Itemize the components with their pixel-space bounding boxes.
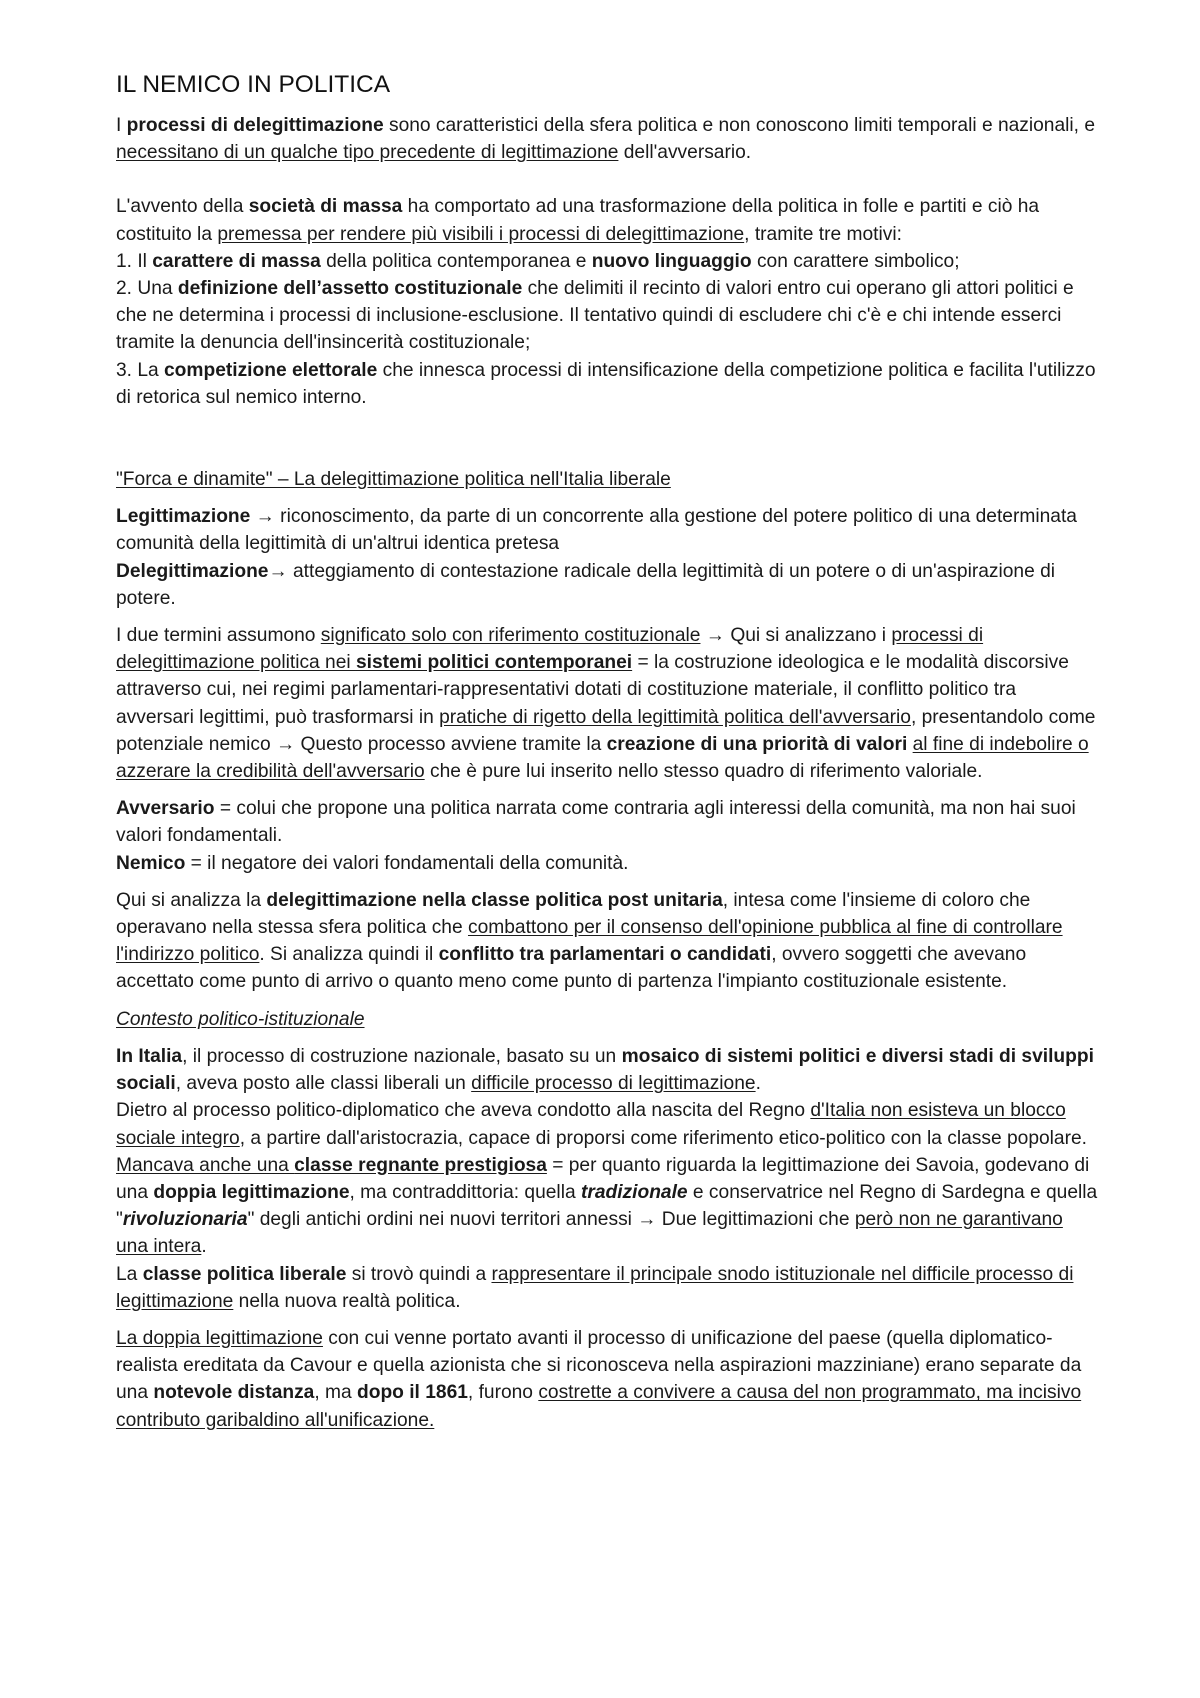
text-run: , aveva posto alle classi liberali un bbox=[175, 1073, 472, 1095]
text-run: Delegittimazione bbox=[116, 560, 269, 582]
text-run: , intesa come l'insieme di coloro che operavano nella stessa sfera politica che bbox=[116, 889, 1031, 939]
text-run: L'avvento della bbox=[116, 196, 249, 218]
text-run: con cui venne portato avanti il processo di unificazione del paese (quella diplomatico-realista ereditata da Cavour e quella azionista che si riconosceva nella aspirazioni mazziniane) erano separate da una bbox=[116, 1327, 1082, 1404]
text-run: sistemi politici contemporanei bbox=[355, 652, 633, 674]
text-run: della politica contemporanea e bbox=[320, 250, 592, 272]
text-run: mosaico di sistemi politici e diversi stadi di sviluppi sociali bbox=[116, 1045, 1094, 1095]
text-run: rivoluzionaria bbox=[122, 1209, 248, 1231]
text-run: , presentandolo come potenziale nemico → Questo processo avviene tramite la bbox=[116, 706, 1096, 755]
text-run: Qui si analizza la bbox=[116, 889, 267, 911]
text-run: → Qui si analizzano i bbox=[700, 625, 892, 647]
definition-avversario bbox=[116, 795, 1098, 849]
text-run: 1. Il bbox=[116, 250, 153, 272]
text-run: nella nuova realtà politica. bbox=[233, 1290, 461, 1312]
paragraph-termini bbox=[116, 622, 1098, 785]
text-run: , furono bbox=[467, 1382, 539, 1404]
text-run: , ma bbox=[314, 1382, 358, 1404]
text-run: , ma contraddittoria: quella bbox=[349, 1181, 581, 1203]
text-run: " degli antichi ordini nei nuovi territori annessi → Due legittimazioni che bbox=[247, 1209, 855, 1231]
text-run: rappresentare il principale snodo istituzionale nel difficile processo di legittimazione bbox=[116, 1263, 1074, 1312]
intro-paragraph bbox=[116, 112, 1098, 166]
paragraph-classe-politica bbox=[116, 887, 1098, 996]
text-run: dopo il 1861 bbox=[357, 1382, 468, 1404]
text-run: classe politica liberale bbox=[142, 1263, 347, 1285]
text-run: e conservatrice nel Regno di Sardegna e quella " bbox=[116, 1181, 1098, 1231]
text-run: carattere di massa bbox=[152, 250, 321, 272]
text-run: . bbox=[755, 1073, 761, 1095]
definition-delegittimazione bbox=[116, 558, 1098, 612]
text-run: = per quanto riguarda la legittimazione dei Savoia, godevano di una bbox=[116, 1154, 1090, 1203]
document-page bbox=[116, 70, 1098, 1434]
text-run: difficile processo di legittimazione bbox=[471, 1073, 756, 1095]
text-run: Mancava anche una bbox=[116, 1154, 295, 1176]
text-run: dell'avversario. bbox=[618, 142, 752, 164]
text-run: , a partire dall'aristocrazia, capace di proporsi come riferimento etico-politico con la classe popolare. bbox=[239, 1127, 1087, 1149]
text-run: La bbox=[116, 1263, 143, 1285]
intro-paragraph-mass-society bbox=[116, 193, 1098, 247]
text-run: doppia legittimazione bbox=[153, 1181, 350, 1203]
text-run: I bbox=[116, 115, 127, 136]
text-run: con carattere simbolico; bbox=[751, 250, 960, 272]
text-run: che innesca processi di intensificazione della competizione politica e facilita l'utilizzo di retorica sul nemico interno. bbox=[116, 359, 1096, 408]
text-run: 3. La bbox=[116, 359, 165, 381]
text-run: tradizionale bbox=[580, 1181, 688, 1203]
text-run: processi di delegittimazione bbox=[126, 115, 384, 136]
text-run: necessitano di un qualche tipo precedente di legittimazione bbox=[116, 142, 619, 164]
text-run: I due termini assumono bbox=[116, 625, 321, 647]
text-run: d'Italia non esisteva un blocco sociale integro bbox=[116, 1100, 1066, 1149]
text-run: significato solo con riferimento costituzionale bbox=[320, 625, 701, 647]
text-run: Avversario bbox=[116, 798, 215, 820]
text-run: processi di delegittimazione politica nei bbox=[116, 625, 984, 674]
text-run: società di massa bbox=[248, 196, 403, 218]
text-run: La doppia legittimazione bbox=[116, 1327, 323, 1349]
text-run: . Si analizza quindi il bbox=[259, 944, 439, 966]
text-run: = la costruzione ideologica e le modalità discorsive attraverso cui, nei regimi parlamentari-rappresentativi dotati di costituzione materiale, il conflitto politico tra avversari legittimi, può trasformarsi in bbox=[116, 652, 1069, 728]
section-heading-italic bbox=[116, 1006, 1098, 1033]
text-run: . bbox=[201, 1236, 207, 1258]
text-run: conflitto tra parlamentari o candidati bbox=[438, 944, 772, 966]
paragraph-dietro bbox=[116, 1097, 1098, 1151]
text-run: creazione di una priorità di valori bbox=[606, 733, 908, 755]
text-run: , tramite tre motivi: bbox=[744, 223, 902, 245]
text-run: nuovo linguaggio bbox=[591, 250, 752, 272]
text-run: 2. Una bbox=[116, 278, 178, 300]
text-run: competizione elettorale bbox=[164, 359, 378, 381]
text-run: delegittimazione nella classe politica post unitaria bbox=[266, 889, 723, 911]
text-run: Legittimazione bbox=[116, 506, 251, 528]
text-run: Nemico bbox=[116, 852, 186, 874]
text-run: , il processo di costruzione nazionale, basato su un bbox=[182, 1045, 622, 1067]
text-run: che delimiti il recinto di valori entro cui operano gli attori politici e che ne determina i processi di inclusione-esclusione. Il tentativo quindi di escludere chi c'è e chi intende esserci tramite la denuncia dell'insincerità costituzionale; bbox=[116, 278, 1074, 354]
text-run: però non ne garantivano una intera bbox=[116, 1209, 1063, 1258]
list-item bbox=[116, 275, 1098, 357]
list-item bbox=[116, 357, 1098, 411]
list-item bbox=[116, 248, 1098, 275]
text-run: pratiche di rigetto della legittimità politica dell'avversario bbox=[439, 706, 911, 728]
paragraph-mancava bbox=[116, 1152, 1098, 1261]
text-run: , ovvero soggetti che avevano accettato come punto di arrivo o quanto meno come punto di partenza l'impianto costituzionale esistente. bbox=[116, 944, 1027, 993]
text-run: che è pure lui inserito nello stesso quadro di riferimento valoriale. bbox=[424, 761, 983, 783]
text-run: → atteggiamento di contestazione radicale della legittimità di un potere o di un'aspirazione di potere. bbox=[116, 560, 1056, 609]
text-run: al fine di indebolire o azzerare la credibilità dell'avversario bbox=[116, 733, 1089, 783]
text-run: ha comportato ad una trasformazione della politica in folle e partiti e ciò ha costituito la bbox=[116, 196, 1040, 245]
text-run: notevole distanza bbox=[153, 1382, 315, 1404]
section-heading-text: Contesto politico-istituzionale bbox=[116, 1008, 365, 1030]
text-run: combattono per il consenso dell'opinione pubblica al fine di controllare l'indirizzo politico bbox=[116, 917, 1063, 966]
paragraph-italia bbox=[116, 1043, 1098, 1097]
text-run: → riconoscimento, da parte di un concorrente alla gestione del potere politico di una determinata comunità della legittimità di un'altrui identica pretesa bbox=[116, 506, 1077, 555]
text-run: premessa per rendere più visibili i processi di delegittimazione bbox=[217, 223, 745, 245]
text-run: si trovò quindi a bbox=[346, 1263, 492, 1285]
text-run: = colui che propone una politica narrata come contraria agli interessi della comunità, ma non hai suoi valori fondamentali. bbox=[116, 798, 1076, 847]
text-run: sono caratteristici della sfera politica e non conoscono limiti temporali e nazionali, e bbox=[383, 115, 1096, 136]
section-heading: "Forca e dinamite" – La delegittimazione politica nell'Italia liberale bbox=[116, 469, 671, 491]
text-run: classe regnante prestigiosa bbox=[294, 1154, 547, 1176]
paragraph-doppia-legittimazione bbox=[116, 1325, 1098, 1434]
text-run: definizione dell’assetto costituzionale bbox=[177, 278, 523, 300]
definition-legittimazione bbox=[116, 503, 1098, 557]
paragraph-classe-liberale bbox=[116, 1261, 1098, 1315]
definition-nemico bbox=[116, 850, 1098, 877]
text-run: = il negatore dei valori fondamentali della comunità. bbox=[185, 852, 629, 874]
page-title: IL NEMICO IN POLITICA bbox=[116, 71, 391, 98]
text-run: Dietro al processo politico-diplomatico che aveva condotto alla nascita del Regno bbox=[116, 1100, 811, 1122]
text-run: In Italia bbox=[116, 1045, 183, 1067]
text-run: costrette a convivere a causa del non programmato, ma incisivo contributo garibaldino all'unificazione. bbox=[116, 1382, 1082, 1431]
